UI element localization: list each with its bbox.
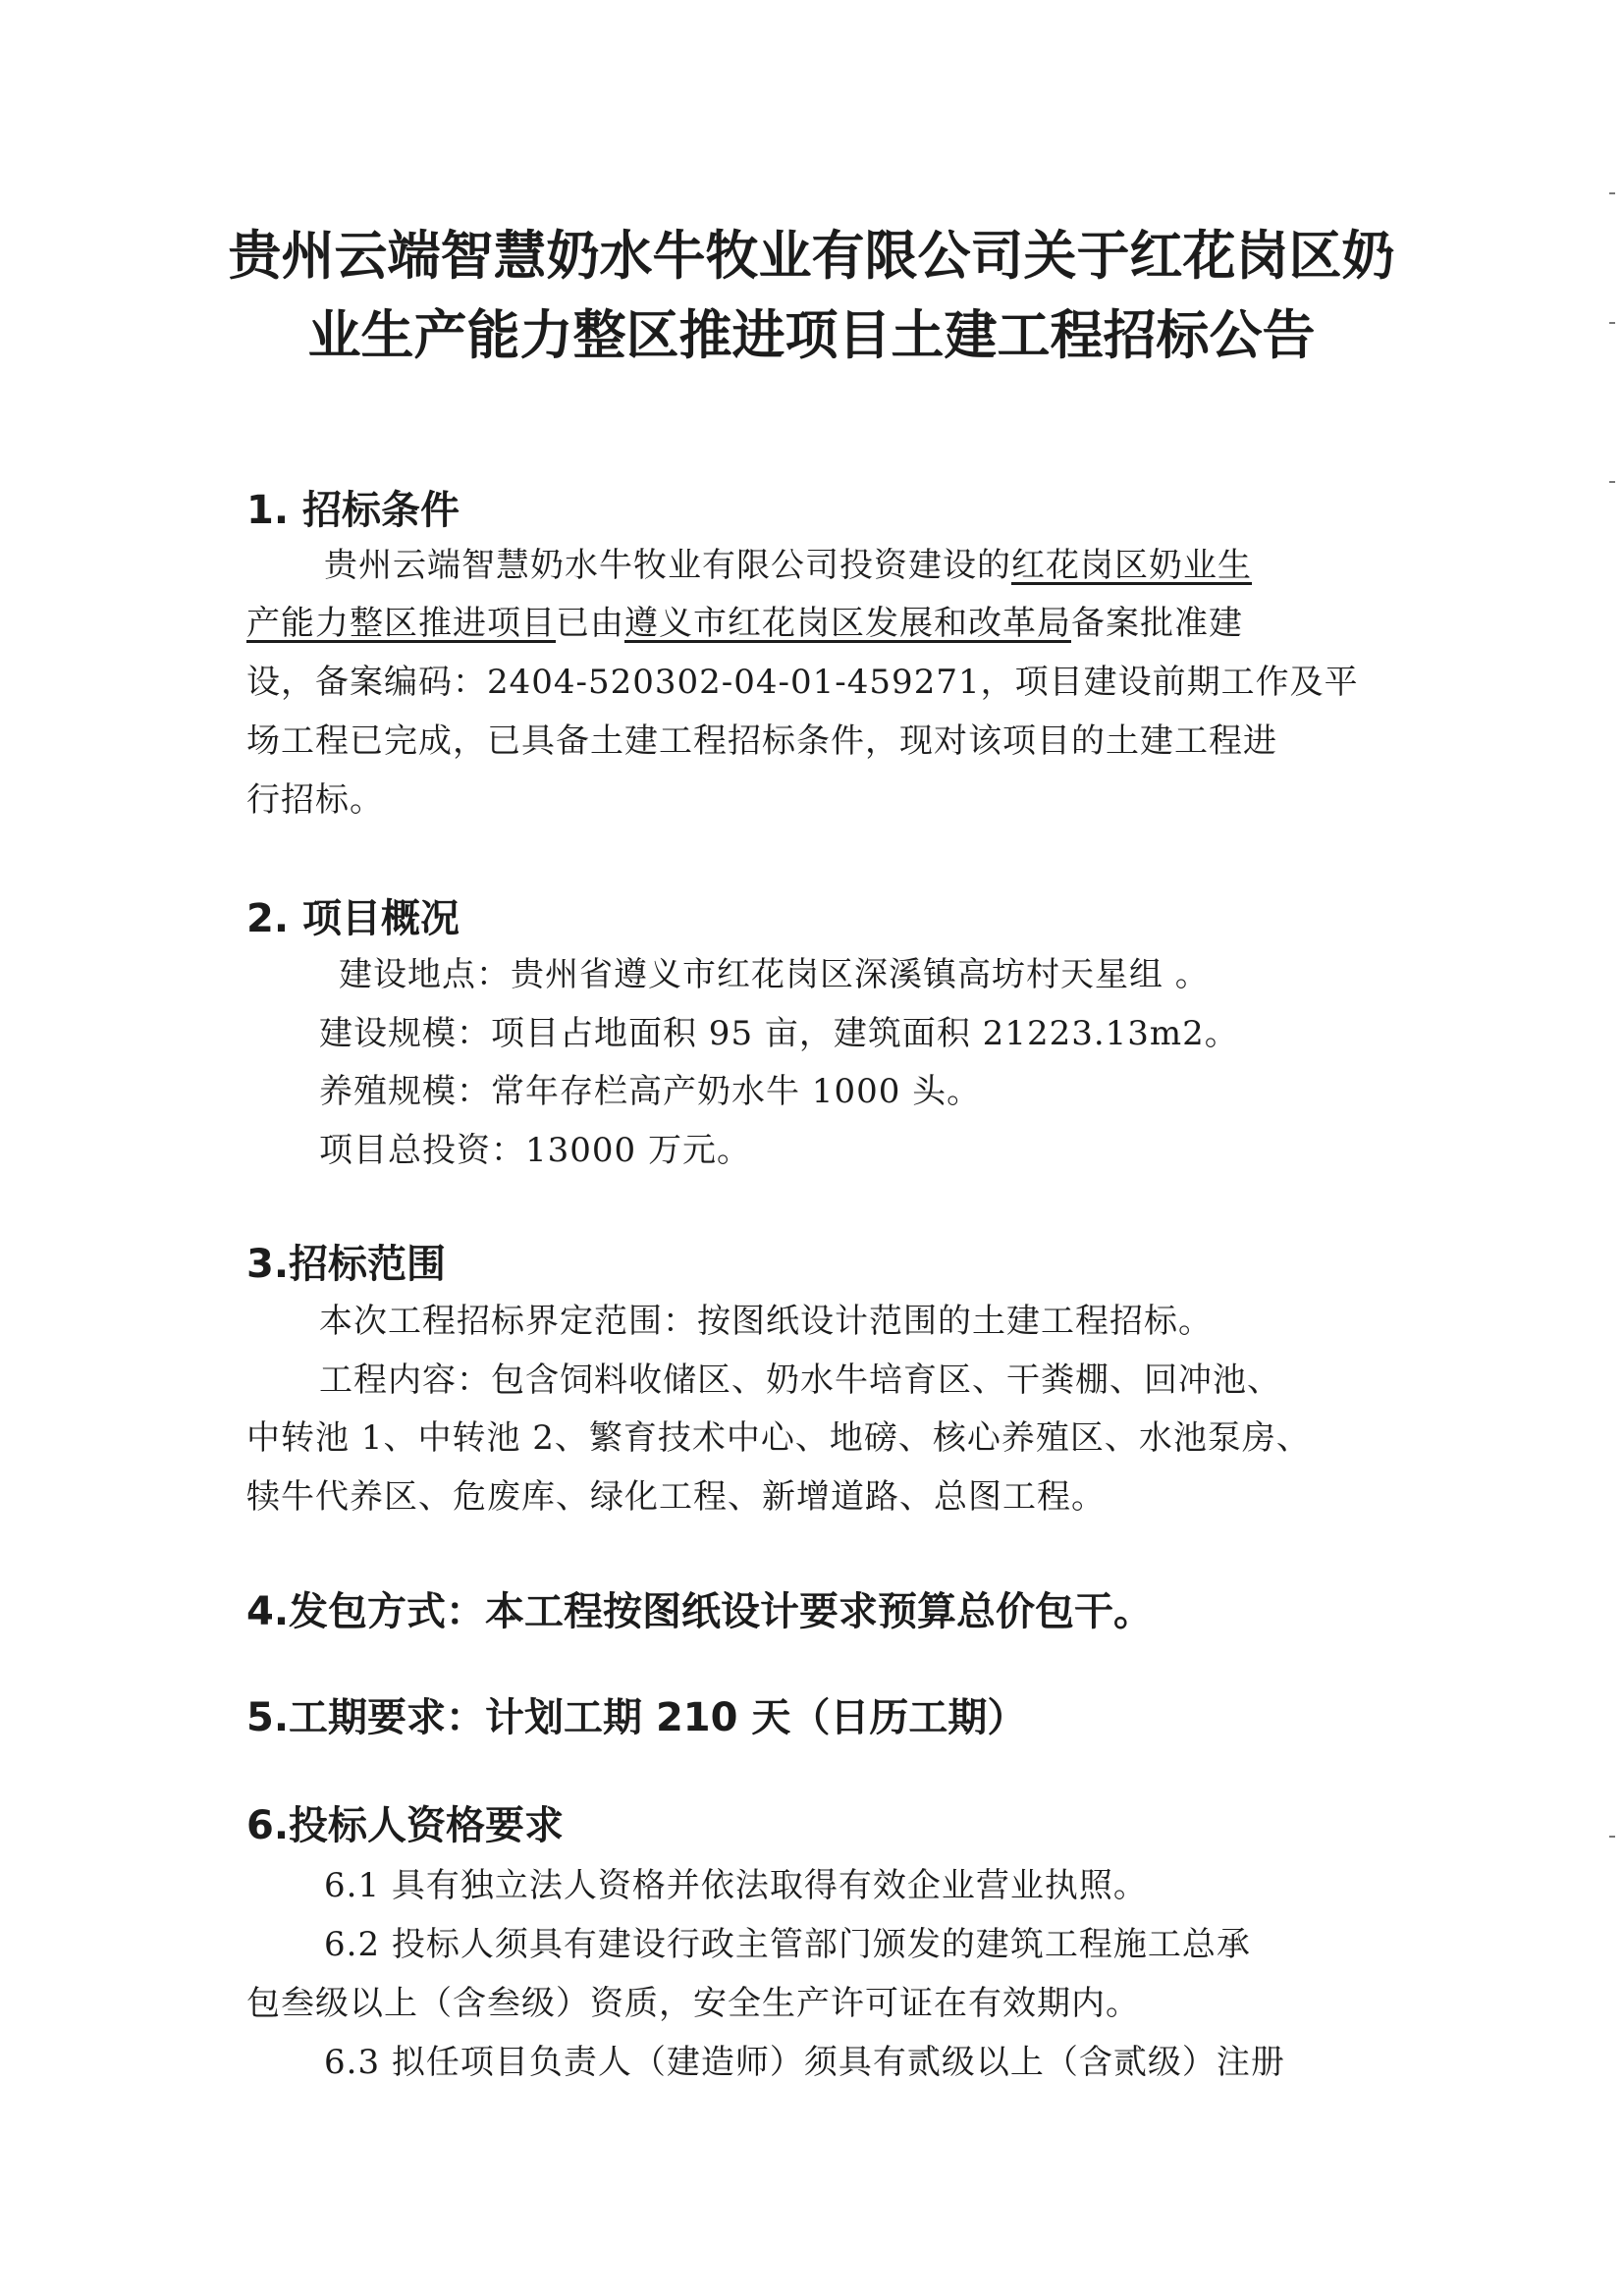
project-name-underlined: 红花岗区奶业生: [1011, 546, 1252, 585]
title-line-1: 贵州云端智慧奶水牛牧业有限公司关于红花岗区奶: [228, 225, 1395, 287]
section-2-heading: 2. 项目概况: [246, 896, 460, 941]
approval-authority-underlined: 遵义市红花岗区发展和改革局: [624, 604, 1071, 643]
scan-mark: [1609, 322, 1615, 324]
requirement-6-2-line-2: 包叁级以上（含叁级）资质，安全生产许可证在有效期内。: [246, 1984, 1140, 2023]
section-1-heading: 1. 招标条件: [246, 488, 460, 533]
section-3-heading: 3.招标范围: [246, 1242, 447, 1287]
scan-mark: [1609, 481, 1615, 483]
breeding-scale-line: 养殖规模：常年存栏高产奶水牛 1000 头。: [319, 1072, 982, 1111]
section-5-heading: 5.工期要求：计划工期 210 天（日历工期）: [246, 1695, 1027, 1740]
content-line-3: 犊牛代养区、危废库、绿化工程、新增道路、总图工程。: [246, 1477, 1106, 1517]
section-1-line-5: 行招标。: [246, 780, 384, 820]
project-name-underlined-cont: 产能力整区推进项目: [246, 604, 556, 643]
content-line-1: 工程内容：包含饲料收储区、奶水牛培育区、干粪棚、回冲池、: [319, 1361, 1281, 1400]
location-line: 建设地点：贵州省遵义市红花岗区深溪镇高坊村天星组 。: [339, 955, 1210, 994]
scope-line: 本次工程招标界定范围：按图纸设计范围的土建工程招标。: [319, 1302, 1213, 1341]
scale-line: 建设规模：项目占地面积 95 亩，建筑面积 21223.13m2。: [319, 1014, 1239, 1053]
section-4-heading: 4.发包方式：本工程按图纸设计要求预算总价包干。: [246, 1589, 1154, 1634]
title-line-2: 业生产能力整区推进项目土建工程招标公告: [307, 304, 1316, 366]
scan-mark: [1609, 1836, 1615, 1838]
requirement-6-1: 6.1 具有独立法人资格并依法取得有效企业营业执照。: [324, 1866, 1148, 1905]
requirement-6-2-line-1: 6.2 投标人须具有建设行政主管部门颁发的建筑工程施工总承: [324, 1925, 1251, 1964]
investment-line: 项目总投资：13000 万元。: [319, 1131, 751, 1170]
content-line-2: 中转池 1、中转池 2、繁育技术中心、地磅、核心养殖区、水池泵房、: [246, 1418, 1311, 1458]
requirement-6-3: 6.3 拟任项目负责人（建造师）须具有贰级以上（含贰级）注册: [324, 2043, 1285, 2082]
section-1-line-2: 产能力整区推进项目已由遵义市红花岗区发展和改革局备案批准建: [246, 604, 1243, 643]
section-1-line-1: 贵州云端智慧奶水牛牧业有限公司投资建设的红花岗区奶业生: [324, 546, 1252, 585]
section-6-heading: 6.投标人资格要求: [246, 1803, 565, 1848]
section-1-line-3: 设，备案编码：2404-520302-04-01-459271，项目建设前期工作及平: [246, 663, 1359, 702]
section-1-line-4: 场工程已完成，已具备土建工程招标条件，现对该项目的土建工程进: [246, 721, 1277, 761]
scan-mark: [1609, 192, 1615, 194]
